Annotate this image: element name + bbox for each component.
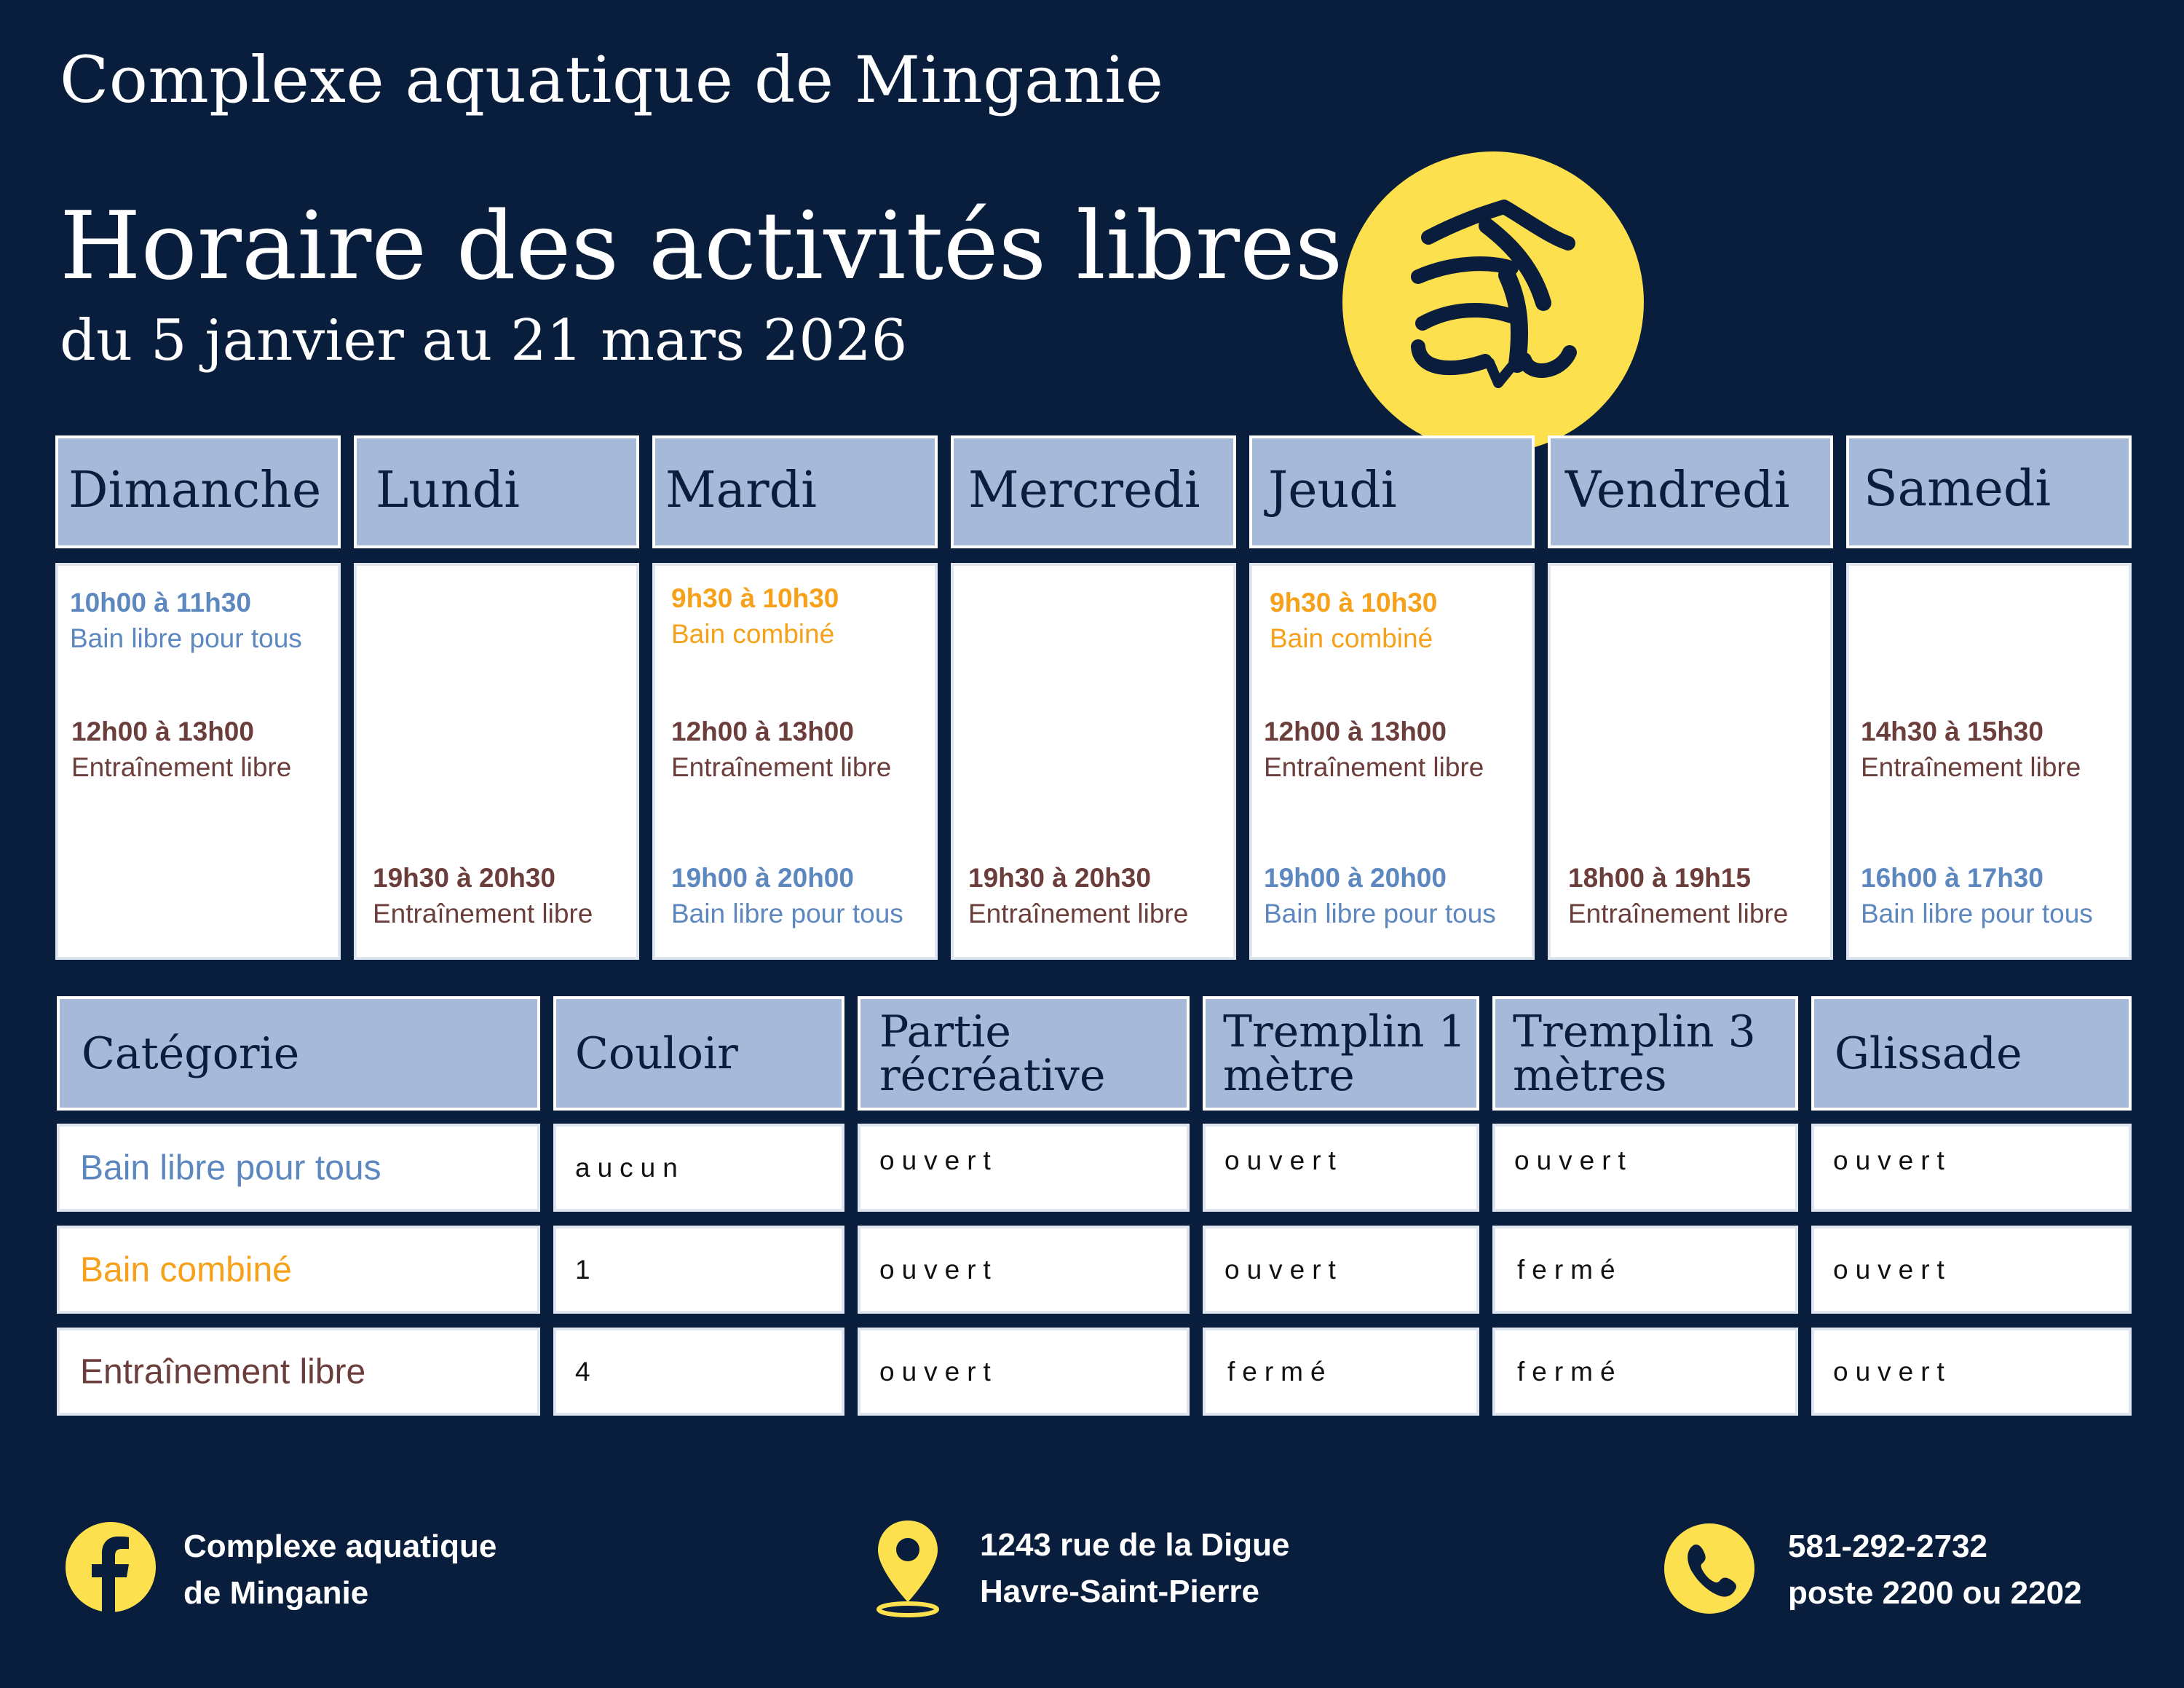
category-label: Bain combiné xyxy=(80,1250,292,1289)
pool-logo-icon xyxy=(1342,151,1644,453)
time-slot xyxy=(671,715,930,786)
day-label: Jeudi xyxy=(1268,462,1397,519)
pool-logo xyxy=(1342,151,1644,453)
table-header-tremplin-3m xyxy=(1492,996,1798,1111)
cell-value: ouvert xyxy=(1833,1356,1952,1387)
column-header: Tremplin 1 mètre xyxy=(1223,1006,1466,1101)
slot-activity: Entraînement libre xyxy=(1861,752,2081,783)
address xyxy=(980,1522,1290,1615)
time-slot xyxy=(1568,861,1826,933)
time-slot xyxy=(1270,586,1527,658)
slot-time: 12h00 à 13h00 xyxy=(671,717,854,746)
category-label: Bain libre pour tous xyxy=(80,1148,381,1187)
day-cell-mardi xyxy=(652,563,938,960)
table-cell xyxy=(858,1328,1190,1416)
slot-time: 19h00 à 20h00 xyxy=(671,863,854,893)
table-cell xyxy=(1492,1124,1798,1212)
category-cell-bain-libre xyxy=(57,1124,540,1212)
slot-activity: Bain libre pour tous xyxy=(671,899,903,929)
table-header-categorie xyxy=(57,996,540,1111)
time-slot xyxy=(671,861,930,933)
time-slot xyxy=(373,861,632,933)
category-cell-entrainement-libre xyxy=(57,1328,540,1416)
slot-activity: Bain libre pour tous xyxy=(1264,899,1496,929)
table-header-glissade xyxy=(1811,996,2132,1111)
day-label: Vendredi xyxy=(1565,462,1790,519)
address-line-1: 1243 rue de la Digue xyxy=(980,1527,1290,1563)
time-slot xyxy=(968,861,1229,933)
slot-activity: Bain combiné xyxy=(671,619,835,650)
day-header-mercredi xyxy=(951,435,1236,548)
day-cell-dimanche xyxy=(55,563,341,960)
category-cell-bain-combine xyxy=(57,1226,540,1314)
slot-activity: Entraînement libre xyxy=(373,899,593,929)
day-cell-mercredi xyxy=(951,563,1236,960)
cell-value: ouvert xyxy=(1514,1145,1633,1176)
day-header-lundi xyxy=(354,435,639,548)
slot-time: 12h00 à 13h00 xyxy=(71,717,254,746)
phone-extension: poste 2200 ou 2202 xyxy=(1788,1575,2082,1611)
table-cell xyxy=(553,1328,844,1416)
day-label: Samedi xyxy=(1864,460,2052,518)
day-cell-lundi xyxy=(354,563,639,960)
table-header-tremplin-1m xyxy=(1203,996,1479,1111)
day-header-vendredi xyxy=(1548,435,1833,548)
facebook-icon[interactable] xyxy=(66,1522,156,1612)
table-cell xyxy=(1203,1328,1479,1416)
column-header: Partie récréative xyxy=(879,1006,1106,1101)
slot-time: 19h30 à 20h30 xyxy=(373,863,555,893)
time-slot xyxy=(1264,861,1527,933)
slot-time: 18h00 à 19h15 xyxy=(1568,863,1751,893)
day-header-mardi xyxy=(652,435,938,548)
table-cell xyxy=(1811,1124,2132,1212)
table-header-partie-recreative xyxy=(858,996,1190,1111)
slot-activity: Entraînement libre xyxy=(671,752,892,783)
cell-value: ouvert xyxy=(1833,1254,1952,1285)
time-slot xyxy=(1264,715,1527,786)
day-label: Mercredi xyxy=(968,462,1200,519)
cell-value: ouvert xyxy=(1833,1145,1952,1176)
slot-activity: Entraînement libre xyxy=(968,899,1189,929)
slot-activity: Entraînement libre xyxy=(1568,899,1789,929)
column-header: Couloir xyxy=(575,1028,738,1079)
cell-value: ouvert xyxy=(879,1254,998,1285)
time-slot xyxy=(71,715,333,786)
cell-value: ouvert xyxy=(879,1145,998,1176)
table-header-couloir xyxy=(553,996,844,1111)
day-cell-samedi xyxy=(1846,563,2132,960)
column-header: Glissade xyxy=(1835,1028,2022,1079)
slot-activity: Bain combiné xyxy=(1270,623,1433,654)
column-header: Tremplin 3 mètres xyxy=(1513,1006,1756,1101)
slot-activity: Entraînement libre xyxy=(71,752,292,783)
facebook-line-2: de Minganie xyxy=(183,1575,369,1611)
slot-time: 19h30 à 20h30 xyxy=(968,863,1151,893)
cell-value: ouvert xyxy=(879,1356,998,1387)
time-slot xyxy=(70,586,333,658)
address-line-2: Havre-Saint-Pierre xyxy=(980,1574,1259,1609)
phone-icon[interactable] xyxy=(1664,1523,1754,1614)
facebook-line-1: Complexe aquatique xyxy=(183,1529,497,1564)
table-cell xyxy=(1492,1226,1798,1314)
cell-value: ouvert xyxy=(1224,1254,1343,1285)
time-slot xyxy=(671,582,930,653)
cell-value: ouvert xyxy=(1224,1145,1343,1176)
slot-time: 9h30 à 10h30 xyxy=(671,583,839,613)
slot-time: 14h30 à 15h30 xyxy=(1861,717,2043,746)
table-cell xyxy=(858,1124,1190,1212)
day-label: Lundi xyxy=(376,462,521,519)
table-cell xyxy=(858,1226,1190,1314)
table-cell xyxy=(1203,1124,1479,1212)
org-name: Complexe aquatique de Minganie xyxy=(60,42,1164,117)
cell-value: 4 xyxy=(575,1356,598,1387)
cell-value: fermé xyxy=(1517,1254,1623,1285)
slot-time: 9h30 à 10h30 xyxy=(1270,588,1438,618)
table-cell xyxy=(1811,1226,2132,1314)
slot-time: 19h00 à 20h00 xyxy=(1264,863,1447,893)
slot-activity: Entraînement libre xyxy=(1264,752,1484,783)
phone-contact[interactable] xyxy=(1788,1523,2082,1617)
day-header-dimanche xyxy=(55,435,341,548)
cell-value: fermé xyxy=(1517,1356,1623,1387)
slot-time: 12h00 à 13h00 xyxy=(1264,717,1447,746)
table-cell xyxy=(553,1226,844,1314)
cell-value: 1 xyxy=(575,1254,598,1285)
facebook-link[interactable] xyxy=(183,1523,496,1617)
date-range: du 5 janvier au 21 mars 2026 xyxy=(60,308,908,374)
slot-time: 10h00 à 11h30 xyxy=(70,588,251,618)
category-label: Entraînement libre xyxy=(80,1352,366,1391)
day-label: Dimanche xyxy=(68,462,322,519)
cell-value: aucun xyxy=(575,1152,685,1183)
cell-value: fermé xyxy=(1227,1356,1333,1387)
table-cell xyxy=(553,1124,844,1212)
slot-time: 16h00 à 17h30 xyxy=(1861,863,2043,893)
table-cell xyxy=(1492,1328,1798,1416)
table-cell xyxy=(1203,1226,1479,1314)
time-slot xyxy=(1861,715,2124,786)
slot-activity: Bain libre pour tous xyxy=(1861,899,2093,929)
slot-activity: Bain libre pour tous xyxy=(70,623,302,654)
time-slot xyxy=(1861,861,2124,933)
phone-number: 581-292-2732 xyxy=(1788,1529,1988,1564)
day-header-samedi xyxy=(1846,435,2132,548)
day-label: Mardi xyxy=(665,462,817,519)
table-cell xyxy=(1811,1328,2132,1416)
page-title: Horaire des activités libres xyxy=(60,192,1343,301)
day-header-jeudi xyxy=(1249,435,1535,548)
column-header: Catégorie xyxy=(82,1028,300,1079)
location-pin-icon xyxy=(872,1516,943,1618)
day-cell-jeudi xyxy=(1249,563,1535,960)
day-cell-vendredi xyxy=(1548,563,1833,960)
